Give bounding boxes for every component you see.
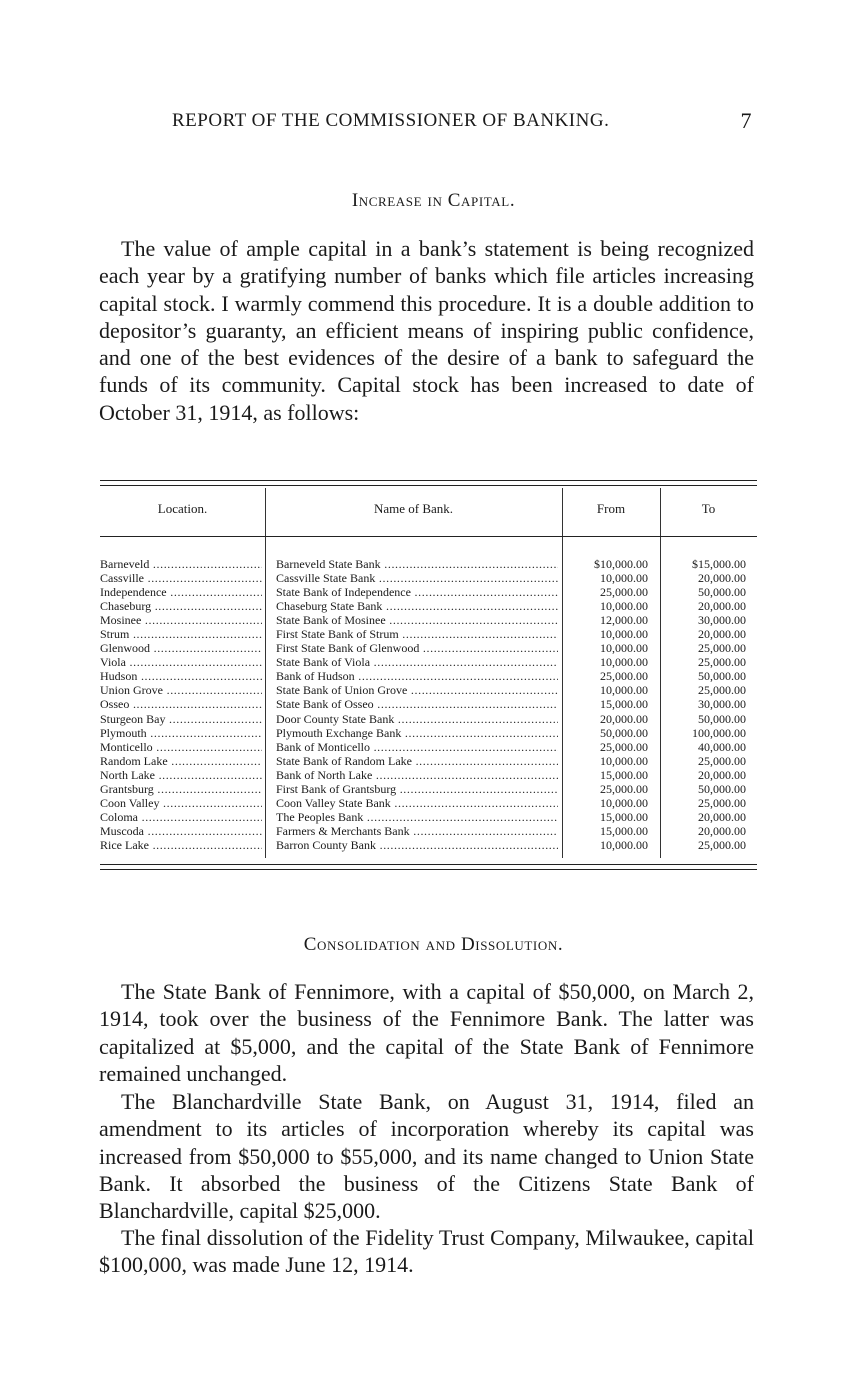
report-title: REPORT OF THE COMMISSIONER OF BANKING. [172, 110, 610, 131]
cell-to-amount: $15,000.00 [692, 557, 746, 571]
cell-from-amount: 25,000.00 [600, 585, 648, 600]
cell-from-amount: 12,000.00 [600, 613, 648, 628]
cell-to-amount: 40,000.00 [698, 739, 746, 754]
table-top-rule-2 [100, 485, 757, 486]
cell-to-amount: 50,000.00 [698, 585, 746, 600]
cell-location: Independence ..... [100, 585, 262, 599]
cell-from-amount: 10,000.00 [600, 683, 648, 698]
cell-bank-name: First State Bank of Strum ..... [276, 627, 558, 641]
cell-location: Random Lake ..... [100, 754, 262, 768]
cell-from-amount: 10,000.00 [600, 655, 648, 670]
col-header-from: From [596, 501, 626, 516]
table-row [100, 585, 757, 599]
cell-location: Osseo ..... [100, 697, 262, 711]
cell-location: North Lake ..... [100, 768, 262, 782]
table-bottom-rule [100, 864, 757, 865]
cell-bank-name: Cassville State Bank ..... [276, 571, 558, 585]
cell-location: Coloma ..... [100, 810, 262, 824]
cell-bank-name: Bank of North Lake ..... [276, 768, 558, 782]
cell-location: Glenwood ..... [100, 641, 262, 655]
cell-from-amount: 10,000.00 [600, 627, 648, 642]
cell-to-amount: 25,000.00 [698, 795, 746, 810]
page-number: 7 [740, 108, 752, 133]
cell-bank-name: First Bank of Grantsburg ..... [276, 782, 558, 796]
cell-from-amount: 15,000.00 [600, 697, 648, 712]
col-header-bank: Name of Bank. [373, 501, 454, 516]
col-header-to: To [701, 501, 716, 516]
cell-from-amount: 10,000.00 [600, 795, 648, 810]
cell-location: Chaseburg ..... [100, 599, 262, 613]
table-row [100, 810, 757, 824]
cell-bank-name: State Bank of Random Lake ..... [276, 754, 558, 768]
increase-paragraph: The value of ample capital in a bank’s statement is being recognized each year by a gratifying number of banks which file articles increasing capital stock. I warmly commend this procedure. It is a double addition to depositor’s guaranty, an efficient means of inspiring public confidence, and one of the best evidences of the desire of a bank to safeguard the funds of its community. Capital stock has been increased to date of October 31, 1914, as follows: [99, 236, 754, 425]
table-top-rule [100, 480, 757, 481]
cell-location: Rice Lake ..... [100, 838, 262, 852]
table-row [100, 655, 757, 669]
cell-to-amount: 50,000.00 [698, 711, 746, 726]
cell-to-amount: 20,000.00 [698, 599, 746, 614]
table-bottom-rule-2 [100, 869, 757, 870]
cell-bank-name: State Bank of Osseo ..... [276, 697, 558, 711]
cell-from-amount: 15,000.00 [600, 809, 648, 824]
table-row [100, 627, 757, 641]
consolidation-paragraph-2: The Blanchardville State Bank, on August 31, 1914, filed an amendment to its articles of incorporation whereby its capital was increased from $50,000 to $55,000, and its name changed to Union State Bank. It absorbed the business of the Citizens State Bank of Blanchardville, capital $25,000. [99, 1089, 754, 1224]
cell-location: Monticello ..... [100, 740, 262, 754]
consolidation-paragraph-3: The final dissolution of the Fidelity Trust Company, Milwaukee, capital $100,000, was made June 12, 1914. [99, 1225, 754, 1278]
cell-location: Barneveld ..... [100, 557, 262, 571]
cell-to-amount: 100,000.00 [692, 725, 746, 740]
cell-from-amount: 10,000.00 [600, 599, 648, 614]
cell-location: Hudson ..... [100, 669, 262, 683]
cell-to-amount: 25,000.00 [698, 683, 746, 698]
cell-location: Union Grove ..... [100, 683, 262, 697]
cell-from-amount: 10,000.00 [600, 837, 648, 852]
cell-from-amount: 10,000.00 [600, 641, 648, 656]
cell-to-amount: 20,000.00 [698, 627, 746, 642]
increase-heading: Increase in Capital. [351, 190, 516, 211]
cell-to-amount: 30,000.00 [698, 613, 746, 628]
table-row [100, 712, 757, 726]
cell-from-amount: 20,000.00 [600, 711, 648, 726]
table-row [100, 613, 757, 627]
cell-bank-name: Farmers & Merchants Bank ..... [276, 824, 558, 838]
cell-to-amount: 50,000.00 [698, 669, 746, 684]
table-row [100, 641, 757, 655]
cell-location: Strum ..... [100, 627, 262, 641]
table-row [100, 726, 757, 740]
cell-to-amount: 25,000.00 [698, 655, 746, 670]
cell-bank-name: State Bank of Mosinee ..... [276, 613, 558, 627]
table-row [100, 740, 757, 754]
header-rule [100, 536, 757, 537]
cell-to-amount: 50,000.00 [698, 781, 746, 796]
table-row [100, 796, 757, 810]
cell-bank-name: Bank of Hudson ..... [276, 669, 558, 683]
cell-bank-name: Barneveld State Bank ..... [276, 557, 558, 571]
table-row [100, 782, 757, 796]
cell-location: Coon Valley ..... [100, 796, 262, 810]
cell-bank-name: State Bank of Viola ..... [276, 655, 558, 669]
cell-from-amount: 25,000.00 [600, 739, 648, 754]
table-row [100, 669, 757, 683]
table-row [100, 768, 757, 782]
cell-bank-name: Barron County Bank ..... [276, 838, 558, 852]
cell-location: Grantsburg ..... [100, 782, 262, 796]
cell-to-amount: 25,000.00 [698, 641, 746, 656]
table-row [100, 697, 757, 711]
capital-increase-table [100, 478, 757, 878]
cell-to-amount: 20,000.00 [698, 571, 746, 586]
cell-location: Cassville ..... [100, 571, 262, 585]
cell-bank-name: Door County State Bank ..... [276, 712, 558, 726]
cell-location: Mosinee ..... [100, 613, 262, 627]
col-header-location: Location. [157, 501, 208, 516]
cell-from-amount: 25,000.00 [600, 781, 648, 796]
cell-bank-name: State Bank of Independence ..... [276, 585, 558, 599]
table-row [100, 824, 757, 838]
table-row [100, 599, 757, 613]
cell-location: Sturgeon Bay ..... [100, 712, 262, 726]
cell-to-amount: 25,000.00 [698, 837, 746, 852]
table-row [100, 683, 757, 697]
table-row [100, 571, 757, 585]
cell-from-amount: 15,000.00 [600, 823, 648, 838]
cell-location: Viola ..... [100, 655, 262, 669]
cell-from-amount: 50,000.00 [600, 725, 648, 740]
cell-bank-name: State Bank of Union Grove ..... [276, 683, 558, 697]
cell-location: Plymouth ..... [100, 726, 262, 740]
cell-to-amount: 30,000.00 [698, 697, 746, 712]
cell-to-amount: 20,000.00 [698, 823, 746, 838]
table-row [100, 754, 757, 768]
cell-to-amount: 20,000.00 [698, 767, 746, 782]
cell-bank-name: Chaseburg State Bank ..... [276, 599, 558, 613]
cell-from-amount: 15,000.00 [600, 767, 648, 782]
cell-bank-name: Coon Valley State Bank ..... [276, 796, 558, 810]
cell-to-amount: 25,000.00 [698, 753, 746, 768]
cell-bank-name: The Peoples Bank ..... [276, 810, 558, 824]
table-row [100, 557, 757, 571]
cell-from-amount: $10,000.00 [594, 557, 648, 571]
cell-from-amount: 10,000.00 [600, 571, 648, 586]
cell-bank-name: First State Bank of Glenwood ..... [276, 641, 558, 655]
consolidation-heading: Consolidation and Dissolution. [303, 934, 564, 955]
cell-bank-name: Bank of Monticello ..... [276, 740, 558, 754]
consolidation-paragraph-1: The State Bank of Fennimore, with a capital of $50,000, on March 2, 1914, took over the business of the Fennimore Bank. The latter was capitalized at $5,000, and the capital of the State Bank of Fennimore remained unchanged. [99, 979, 754, 1086]
table-body [100, 557, 757, 852]
cell-from-amount: 10,000.00 [600, 753, 648, 768]
running-header [172, 110, 752, 132]
table-row [100, 838, 757, 852]
cell-to-amount: 20,000.00 [698, 809, 746, 824]
cell-location: Muscoda ..... [100, 824, 262, 838]
cell-from-amount: 25,000.00 [600, 669, 648, 684]
cell-bank-name: Plymouth Exchange Bank ..... [276, 726, 558, 740]
